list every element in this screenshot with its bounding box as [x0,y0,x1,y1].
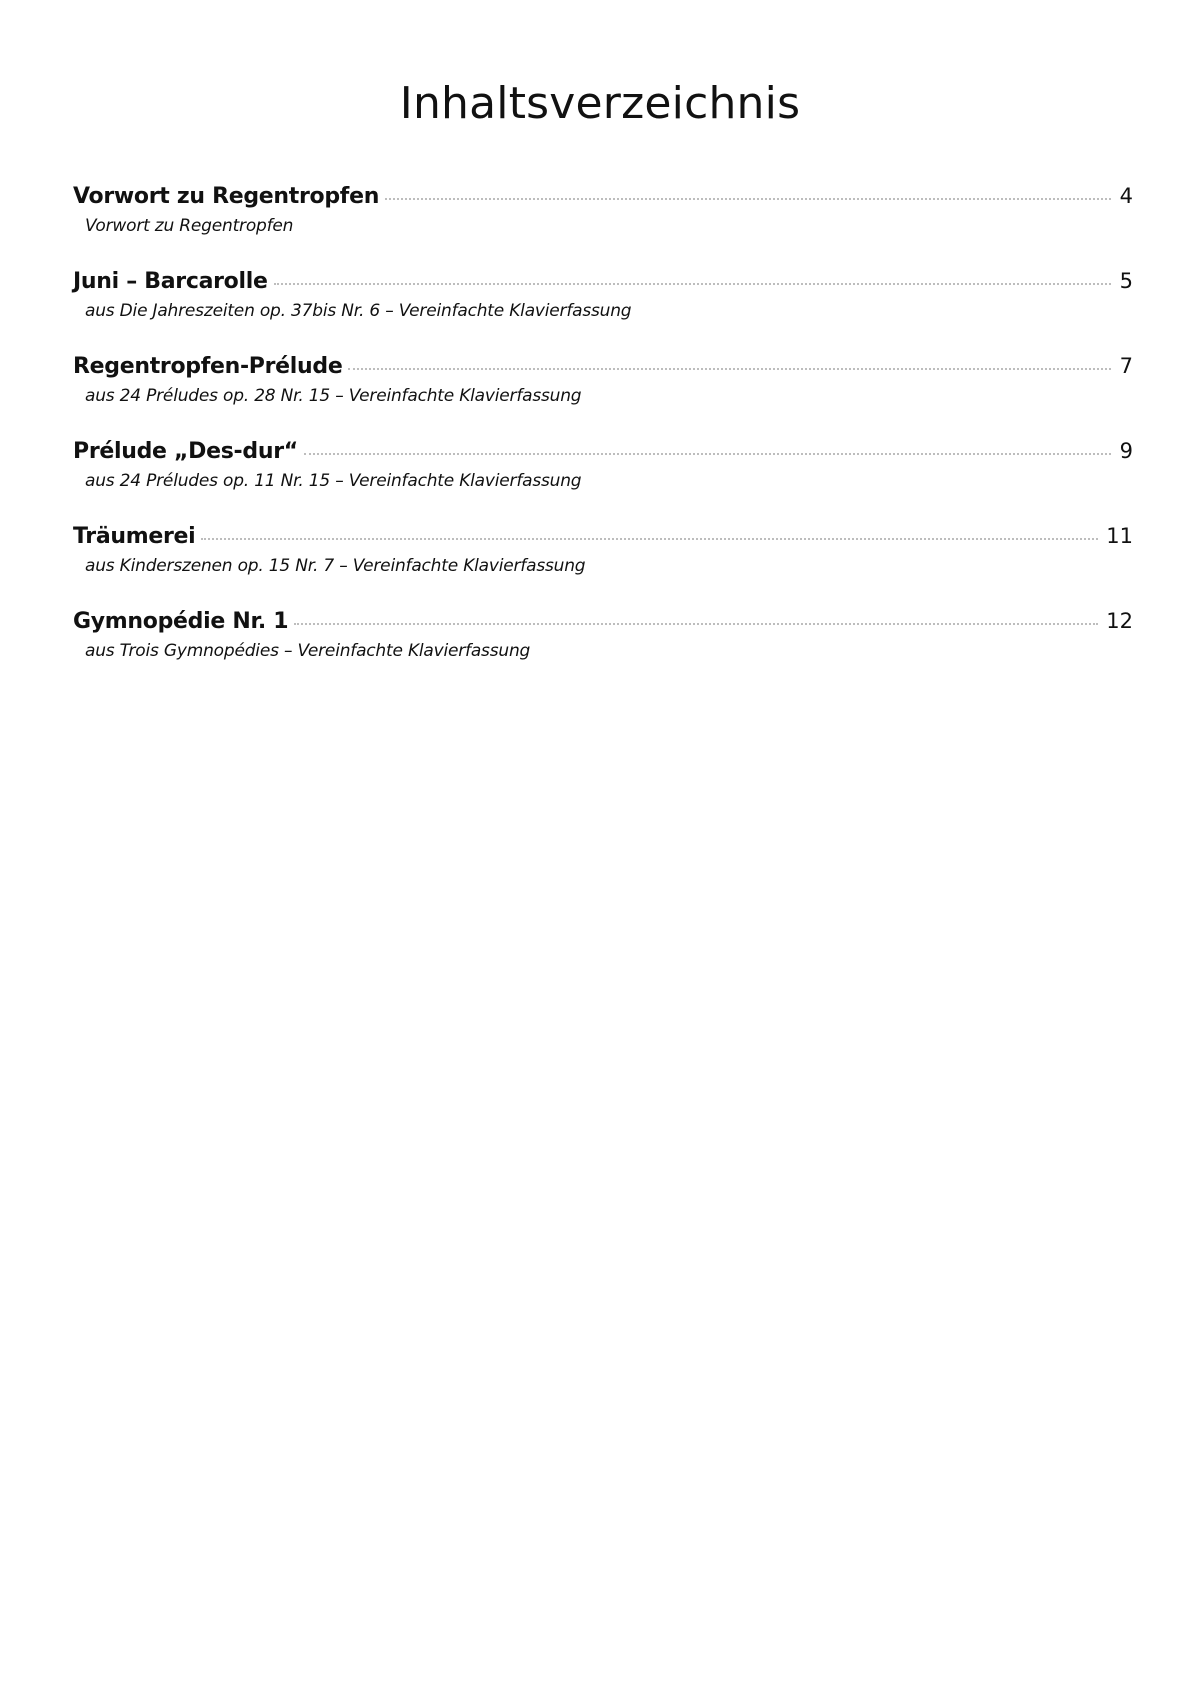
toc-entry[interactable] [73,609,1133,694]
toc-entry-subtitle: aus 24 Préludes op. 11 Nr. 15 – Vereinfachte Klavierfassung [85,471,582,491]
toc-entry-line [73,354,1133,384]
toc-entry-page-number: 4 [1119,184,1133,208]
page-title: Inhaltsverzeichnis [399,78,801,129]
toc-entry-subtitle: Vorwort zu Regentropfen [85,216,294,236]
toc-entry-line [73,184,1133,214]
dot-leader [274,283,1111,285]
toc-entry-title: Träumerei [73,524,196,549]
toc-entry-line [73,609,1133,639]
toc-entry[interactable] [73,354,1133,439]
dot-leader [348,368,1111,370]
toc-entry-page-number: 11 [1106,524,1133,548]
toc-entry-subtitle: aus Kinderszenen op. 15 Nr. 7 – Vereinfachte Klavierfassung [85,556,586,576]
toc-entry[interactable] [73,269,1133,354]
toc-entry-line [73,269,1133,299]
dot-leader [201,538,1098,540]
toc-entry[interactable] [73,439,1133,524]
toc-entry-title: Prélude „Des-dur“ [73,439,298,464]
dot-leader [304,453,1111,455]
toc-entry-page-number: 7 [1119,354,1133,378]
dot-leader [294,623,1098,625]
toc-entry-title: Juni – Barcarolle [73,269,268,294]
toc-entry-subtitle: aus 24 Préludes op. 28 Nr. 15 – Vereinfachte Klavierfassung [85,386,582,406]
toc-entry[interactable] [73,184,1133,269]
table-of-contents [73,184,1133,694]
dot-leader [385,198,1111,200]
toc-entry-subtitle: aus Die Jahreszeiten op. 37bis Nr. 6 – Vereinfachte Klavierfassung [85,301,632,321]
toc-entry-page-number: 9 [1119,439,1133,463]
toc-entry-subtitle: aus Trois Gymnopédies – Vereinfachte Klavierfassung [85,641,531,661]
toc-entry-page-number: 5 [1119,269,1133,293]
toc-entry-line [73,439,1133,469]
toc-entry-title: Regentropfen-Prélude [73,354,343,379]
toc-entry-page-number: 12 [1106,609,1133,633]
toc-entry-line [73,524,1133,554]
toc-entry[interactable] [73,524,1133,609]
toc-entry-title: Gymnopédie Nr. 1 [73,609,289,634]
toc-entry-title: Vorwort zu Regentropfen [73,184,380,209]
